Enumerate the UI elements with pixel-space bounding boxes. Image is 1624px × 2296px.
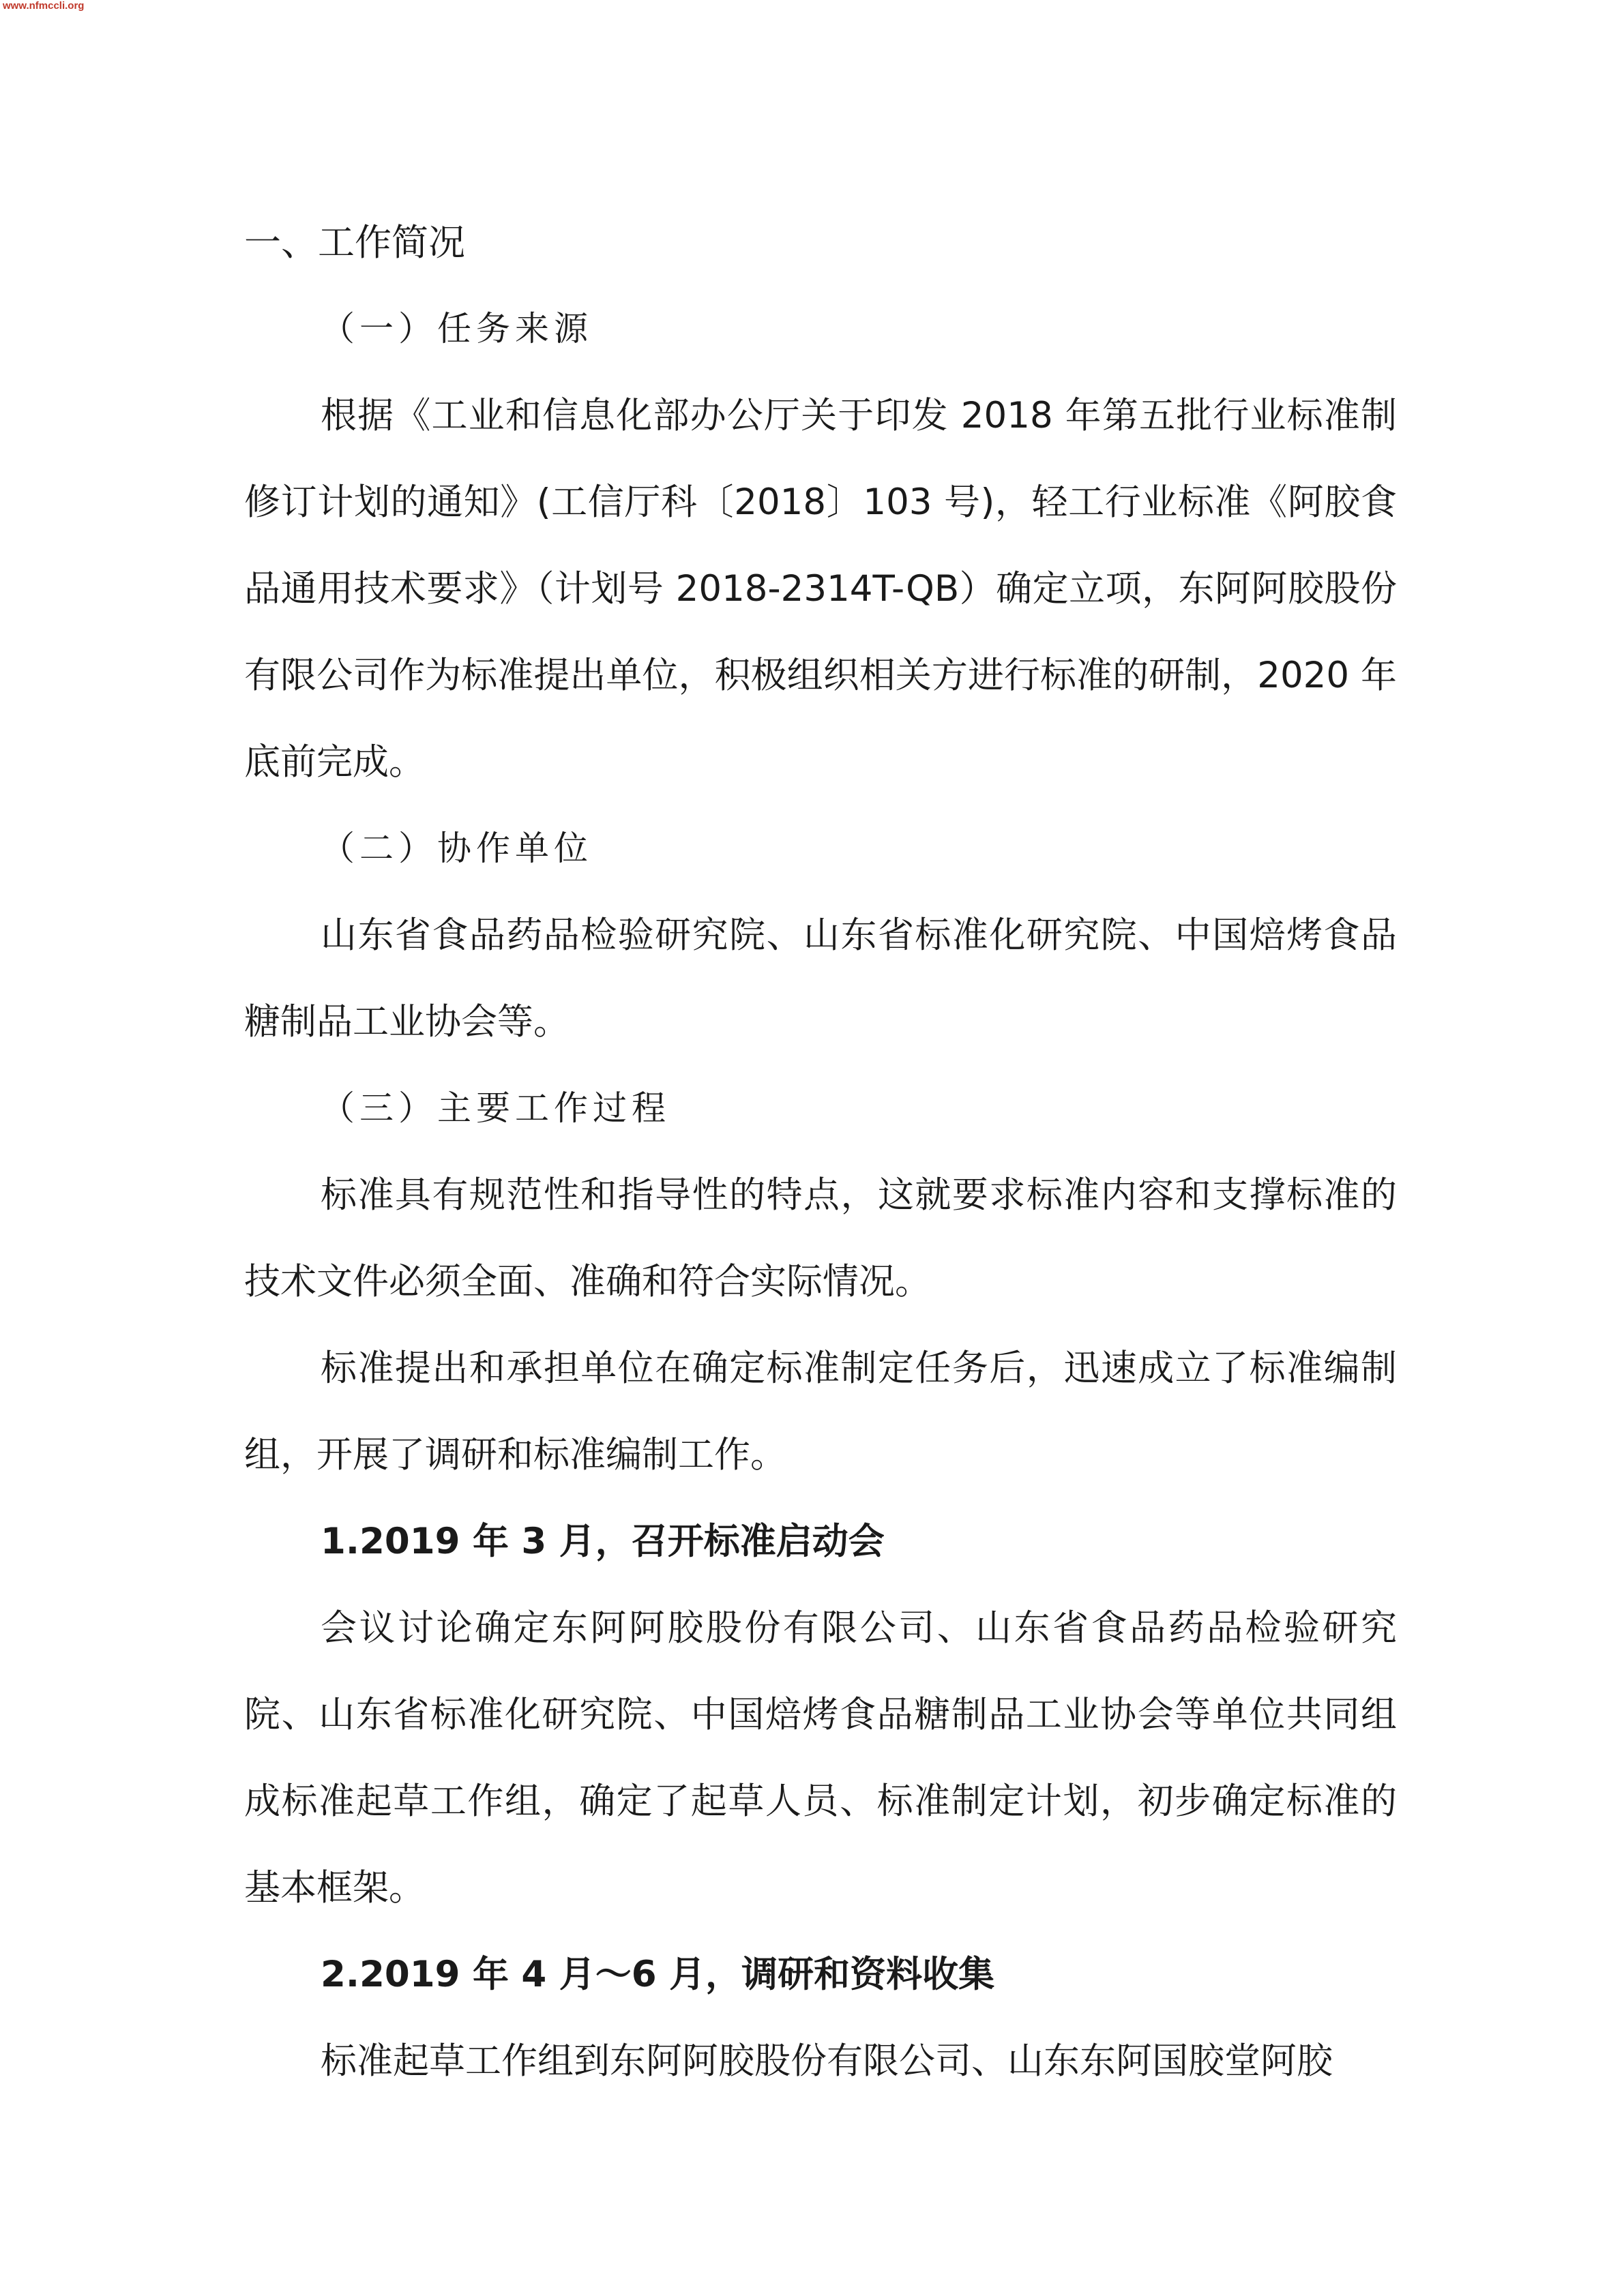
paragraph-kickoff: 会议讨论确定东阿阿胶股份有限公司、山东省食品药品检验研究院、山东省标准化研究院、中国焙烤食品糖制品工业协会等单位共同组成标准起草工作组，确定了起草人员、标准制定计划，初步确定标准的基本框架。: [244, 1607, 1397, 1909]
subsection-task-source: （一）任务来源: [321, 309, 593, 348]
watermark-text: www.nfmccli.org: [3, 0, 85, 12]
paragraph-research: 标准起草工作组到东阿阿胶股份有限公司、山东东阿国胶堂阿胶: [321, 2040, 1333, 2082]
subsection-cooperating-units: （二）协作单位: [321, 829, 593, 868]
paragraph-standard-features: 标准具有规范性和指导性的特点，这就要求标准内容和支撑标准的技术文件必须全面、准确和符合实际情况。: [244, 1174, 1397, 1302]
subsection-work-process: （三）主要工作过程: [321, 1088, 670, 1128]
document-body: [244, 199, 1397, 2104]
step-heading-kickoff: 1.2019 年 3 月，召开标准启动会: [321, 1521, 885, 1562]
paragraph-cooperating-units: 山东省食品药品检验研究院、山东省标准化研究院、中国焙烤食品糖制品工业协会等。: [244, 914, 1397, 1043]
section-heading: 一、工作简况: [244, 221, 465, 264]
paragraph-task-source: 根据《工业和信息化部办公厅关于印发 2018 年第五批行业标准制修订计划的通知》(工信厅科〔2018〕103 号)，轻工行业标准《阿胶食品通用技术要求》（计划号 2018-2314T-QB）确定立项，东阿阿胶股份有限公司作为标准提出单位，积极组织相关方进行标准的研制，2020 年底前完成。: [244, 395, 1397, 783]
paragraph-drafting-group: 标准提出和承担单位在确定标准制定任务后，迅速成立了标准编制组，开展了调研和标准编制工作。: [244, 1347, 1397, 1476]
step-heading-research: 2.2019 年 4 月～6 月，调研和资料收集: [321, 1954, 995, 1995]
